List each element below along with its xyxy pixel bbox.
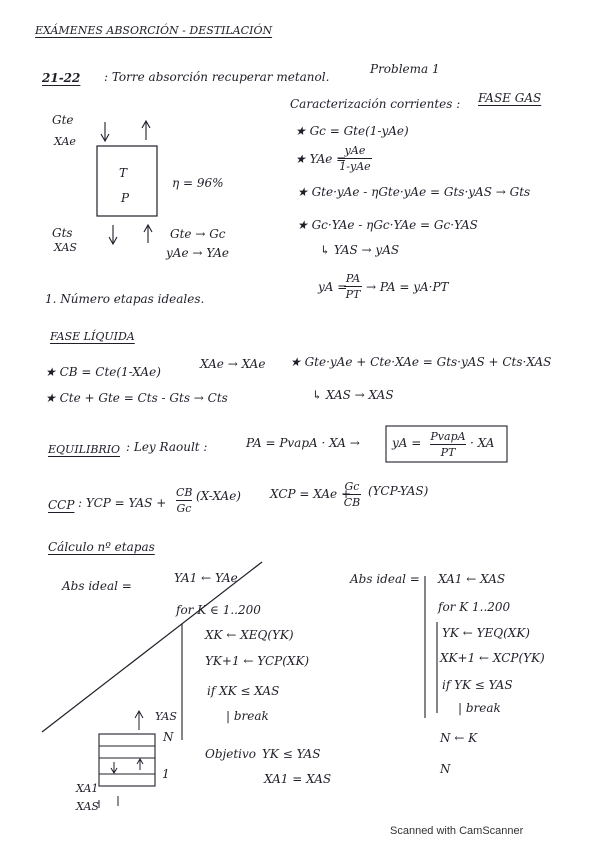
sketch-yas: YAS (155, 710, 177, 723)
column-top-label-xae: XAe (54, 135, 76, 148)
stage-sketch (99, 734, 155, 786)
sketch-one: 1 (162, 767, 170, 781)
left-line-3: XK ← XEQ(YK) (205, 628, 294, 642)
liquid-balance: ★ Gte·yAe + Cte·XAe = Gts·yAS + Cts·XAS (290, 355, 552, 369)
xcp-tail: (YCP-YAS) (368, 484, 429, 498)
recovery-value: η = 96% (172, 176, 224, 190)
cts-equation: ★ Cte + Gte = Cts - Gts → Cts (45, 391, 228, 405)
column-temperature: T (119, 166, 128, 180)
left-abs-ideal-label: Abs ideal = (62, 579, 132, 593)
left-line-2: for K ∈ 1..200 (176, 603, 261, 617)
boxed-fraction: PvapA PT (430, 430, 466, 459)
raoult-law-label: : Ley Raoult : (126, 440, 208, 454)
equilibrium-heading: EQUILIBRIO (48, 443, 121, 456)
ycp-lhs: : YCP = YAS + (78, 496, 167, 510)
objective-label: Objetivo (205, 747, 257, 761)
gas-phase-heading: FASE GAS (478, 91, 542, 105)
right-line-2: for K 1..200 (438, 600, 511, 614)
yae-to-yae: yAe → YAe (166, 246, 229, 260)
boxed-xa: · XA (470, 436, 495, 450)
column-top-label-gte: Gte (52, 113, 74, 127)
operating-line-label: CCP (48, 498, 75, 512)
exam-year: 21-22 (42, 71, 81, 85)
yae-fraction: yAe 1-yAe (339, 144, 371, 173)
calc-heading: Cálculo nº etapas (48, 540, 155, 554)
right-line-3: YK ← YEQ(XK) (442, 626, 530, 640)
xcp-lhs: XCP = XAe + (270, 487, 352, 501)
gas-balance-1: ★ Gte·yAe - ηGte·yAe = Gts·yAS → Gts (297, 185, 531, 199)
ycp-fraction: CB Gc (176, 486, 193, 515)
gc-equation: ★ Gc = Gte(1-yAe) (295, 124, 409, 138)
absorption-column-outline (97, 146, 157, 216)
left-line-4: YK+1 ← YCP(XK) (205, 654, 310, 668)
column-pressure: P (121, 191, 130, 205)
xae-map: XAe → XAe (200, 357, 266, 371)
right-line-7: N ← K (440, 731, 478, 745)
ya-fraction: PA PT (345, 272, 361, 301)
boxed-ya-label: yA = (392, 436, 422, 450)
right-line-6: | break (458, 701, 501, 715)
column-bottom-label-gts: Gts (52, 226, 73, 240)
objective-result: XA1 = XAS (264, 772, 332, 786)
page-title: EXÁMENES ABSORCIÓN - DESTILACIÓN (35, 24, 273, 37)
right-line-5: if YK ≤ YAS (442, 678, 513, 692)
objective-condition: YK ≤ YAS (262, 747, 321, 761)
ya-label: yA = (318, 280, 348, 294)
gte-to-gc: Gte → Gc (170, 227, 226, 241)
sketch-xas: XAS (76, 800, 99, 813)
xcp-fraction: Gc CB (343, 480, 361, 509)
yas-conversion: ↳ YAS → yAS (320, 243, 400, 257)
right-abs-ideal-label: Abs ideal = (350, 572, 420, 586)
cb-equation: ★ CB = Cte(1-XAe) (45, 365, 161, 379)
right-line-1: XA1 ← XAS (438, 572, 506, 586)
scanner-footer: Scanned with CamScanner (390, 825, 524, 837)
characterization-heading: Caracterización corrientes : (290, 97, 461, 111)
right-line-4: XK+1 ← XCP(YK) (440, 651, 545, 665)
left-line-1: YA1 ← YAe (174, 571, 238, 585)
sketch-xa1: XA1 (76, 782, 99, 795)
raoult-equation: PA = PvapA · XA → (246, 436, 360, 450)
exam-description: : Torre absorción recuperar metanol. (104, 70, 330, 84)
column-bottom-label-xas: XAS (54, 241, 77, 254)
liquid-phase-heading: FASE LÍQUIDA (50, 330, 135, 343)
pa-equation: → PA = yA·PT (366, 280, 449, 294)
yae-label: ★ YAe = (295, 152, 347, 166)
question-1: 1. Número etapas ideales. (45, 292, 205, 306)
xas-map: ↳ XAS → XAS (312, 388, 394, 402)
gas-balance-2: ★ Gc·YAe - ηGc·YAe = Gc·YAS (297, 218, 478, 232)
ycp-tail: (X-XAe) (196, 489, 241, 503)
problem-label: Problema 1 (370, 62, 440, 76)
left-line-6: | break (226, 709, 269, 723)
left-line-5: if XK ≤ XAS (207, 684, 280, 698)
right-line-8: N (440, 762, 451, 776)
sketch-n: N (163, 730, 174, 744)
